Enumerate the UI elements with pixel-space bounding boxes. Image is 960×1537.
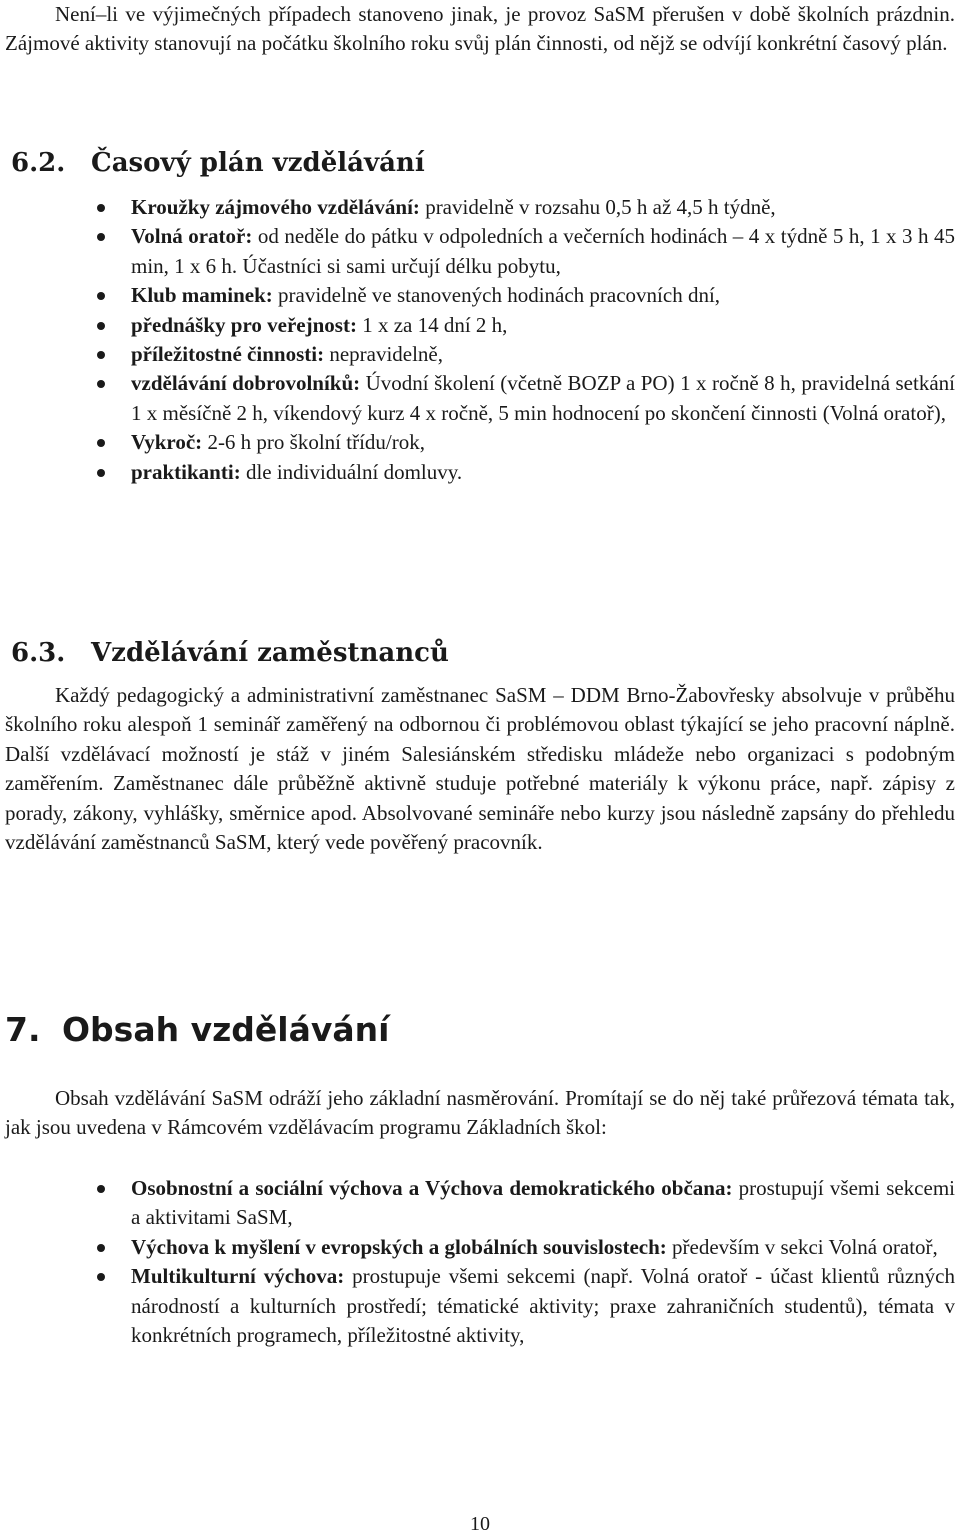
- list-item: [0, 428, 960, 457]
- list-item-label: přednášky pro veřejnost:: [131, 312, 357, 337]
- bullet-icon: [97, 1273, 105, 1281]
- list-item-label: vzdělávání dobrovolníků:: [131, 371, 361, 396]
- section-7-paragraph: Obsah vzdělávání SaSM odráží jeho základní nasměrování. Promítají se do něj také průřezová témata tak, jak jsou uvedena v Rámcovém vzdělávacím programu Základních škol:: [5, 1086, 955, 1140]
- list-item: [0, 1233, 960, 1262]
- list-item: [0, 340, 960, 369]
- list-item-text: od neděle do pátku v odpoledních a večerních hodinách – 4 x týdně 5 h, 1 x 3 h 45 min, 1 x 6 h. Účastníci si sami určují délku pobytu,: [131, 224, 955, 278]
- list-item-text: Úvodní školení (včetně BOZP a PO) 1 x ročně 8 h, pravidelná setkání 1 x měsíčně 2 h, víkendový kurz 4 x ročně, 5 min hodnocení po skončení činnosti (Volná oratoř),: [131, 371, 955, 425]
- list-item-text: pravidelně ve stanovených hodinách pracovních dní,: [272, 283, 721, 308]
- section-6-3-heading: [5, 636, 449, 670]
- section-6-2-number: 6.2.: [11, 148, 66, 178]
- page-number: 10: [470, 1513, 490, 1535]
- bullet-icon: [97, 351, 105, 359]
- section-7-number: 7.: [5, 1010, 41, 1049]
- list-item: [0, 281, 960, 310]
- list-item-label: příležitostné činnosti:: [131, 342, 325, 367]
- section-6-3-title: Vzdělávání zaměstnanců: [91, 638, 449, 668]
- list-item-text: 2-6 h pro školní třídu/rok,: [202, 430, 426, 455]
- section-6-3-paragraph: Každý pedagogický a administrativní zaměstnanec SaSM – DDM Brno-Žabovřesky absolvuje v průběhu školního roku alespoň 1 seminář zaměřený na odbornou či problémovou oblast týkající se jeho pracovní náplně. Další vzdělávací možností je stáž v jiném Salesiánském středisku mládeže nebo organizaci s podobným zaměřením. Zaměstnanec dále průběžně aktivně studuje potřebné materiály k výkonu práce, např. zápisy z porady, zákony, vyhlášky, směrnice apod. Absolvované semináře nebo kurzy jsou následně zapsány do přehledu vzdělávání zaměstnanců SaSM, který vede pověřený pracovník.: [5, 683, 955, 855]
- list-item-label: Kroužky zájmového vzdělávání:: [131, 195, 420, 219]
- bullet-icon: [97, 1185, 105, 1193]
- section-6-3-number: 6.3.: [11, 638, 66, 668]
- bullet-icon: [97, 380, 105, 388]
- list-item-text: prostupuje všemi sekcemi (např. Volná oratoř - účast klientů různých národností a kulturních prostředí; tématické aktivity; praxe zahraničních studentů), témata v konkrétních programech, příležitostné aktivity,: [131, 1264, 955, 1348]
- list-item-text: pravidelně v rozsahu 0,5 h až 4,5 h týdně,: [419, 195, 776, 219]
- list-item: [0, 311, 960, 340]
- list-item: [0, 193, 960, 222]
- list-item: [0, 458, 960, 487]
- bullet-icon: [97, 322, 105, 330]
- schedule-list: [0, 193, 960, 487]
- list-item-label: Klub maminek:: [131, 283, 273, 308]
- bullet-icon: [97, 292, 105, 300]
- bullet-icon: [97, 1244, 105, 1252]
- bullet-icon: [97, 204, 105, 212]
- section-6-2-heading: [5, 146, 425, 180]
- list-item: [0, 1174, 960, 1233]
- bullet-icon: [97, 439, 105, 447]
- list-item: [0, 222, 960, 281]
- list-item-label: praktikanti:: [131, 459, 241, 484]
- bullet-icon: [97, 233, 105, 241]
- list-item-label: Volná oratoř:: [131, 224, 253, 249]
- section-6-2-title: Časový plán vzdělávání: [91, 148, 425, 178]
- list-item-text: 1 x za 14 dní 2 h,: [356, 312, 508, 337]
- list-item: [0, 369, 960, 428]
- cross-curricular-list: [0, 1174, 960, 1350]
- list-item-text: dle individuální domluvy.: [240, 459, 463, 484]
- section-7-title: Obsah vzdělávání: [62, 1010, 390, 1049]
- list-item: [0, 1262, 960, 1350]
- list-item-label: Osobnostní a sociální výchova a Výchova demokratického občana:: [131, 1176, 733, 1200]
- bullet-icon: [97, 469, 105, 477]
- list-item-label: Výchova k myšlení v evropských a globálních souvislostech:: [131, 1234, 667, 1259]
- list-item-text: především v sekci Volná oratoř,: [666, 1234, 938, 1259]
- intro-paragraph: Není–li ve výjimečných případech stanoveno jinak, je provoz SaSM přerušen v době školních prázdnin. Zájmové aktivity stanovují na počátku školního roku svůj plán činnosti, od nějž se odvíjí konkrétní časový plán.: [5, 2, 955, 56]
- list-item-text: nepravidelně,: [324, 342, 444, 367]
- list-item-text: prostupují všemi sekcemi a aktivitami SaSM,: [131, 1176, 955, 1230]
- list-item-label: Vykroč:: [131, 430, 203, 455]
- list-item-label: Multikulturní výchova:: [131, 1264, 345, 1289]
- section-7-heading: [5, 1010, 389, 1050]
